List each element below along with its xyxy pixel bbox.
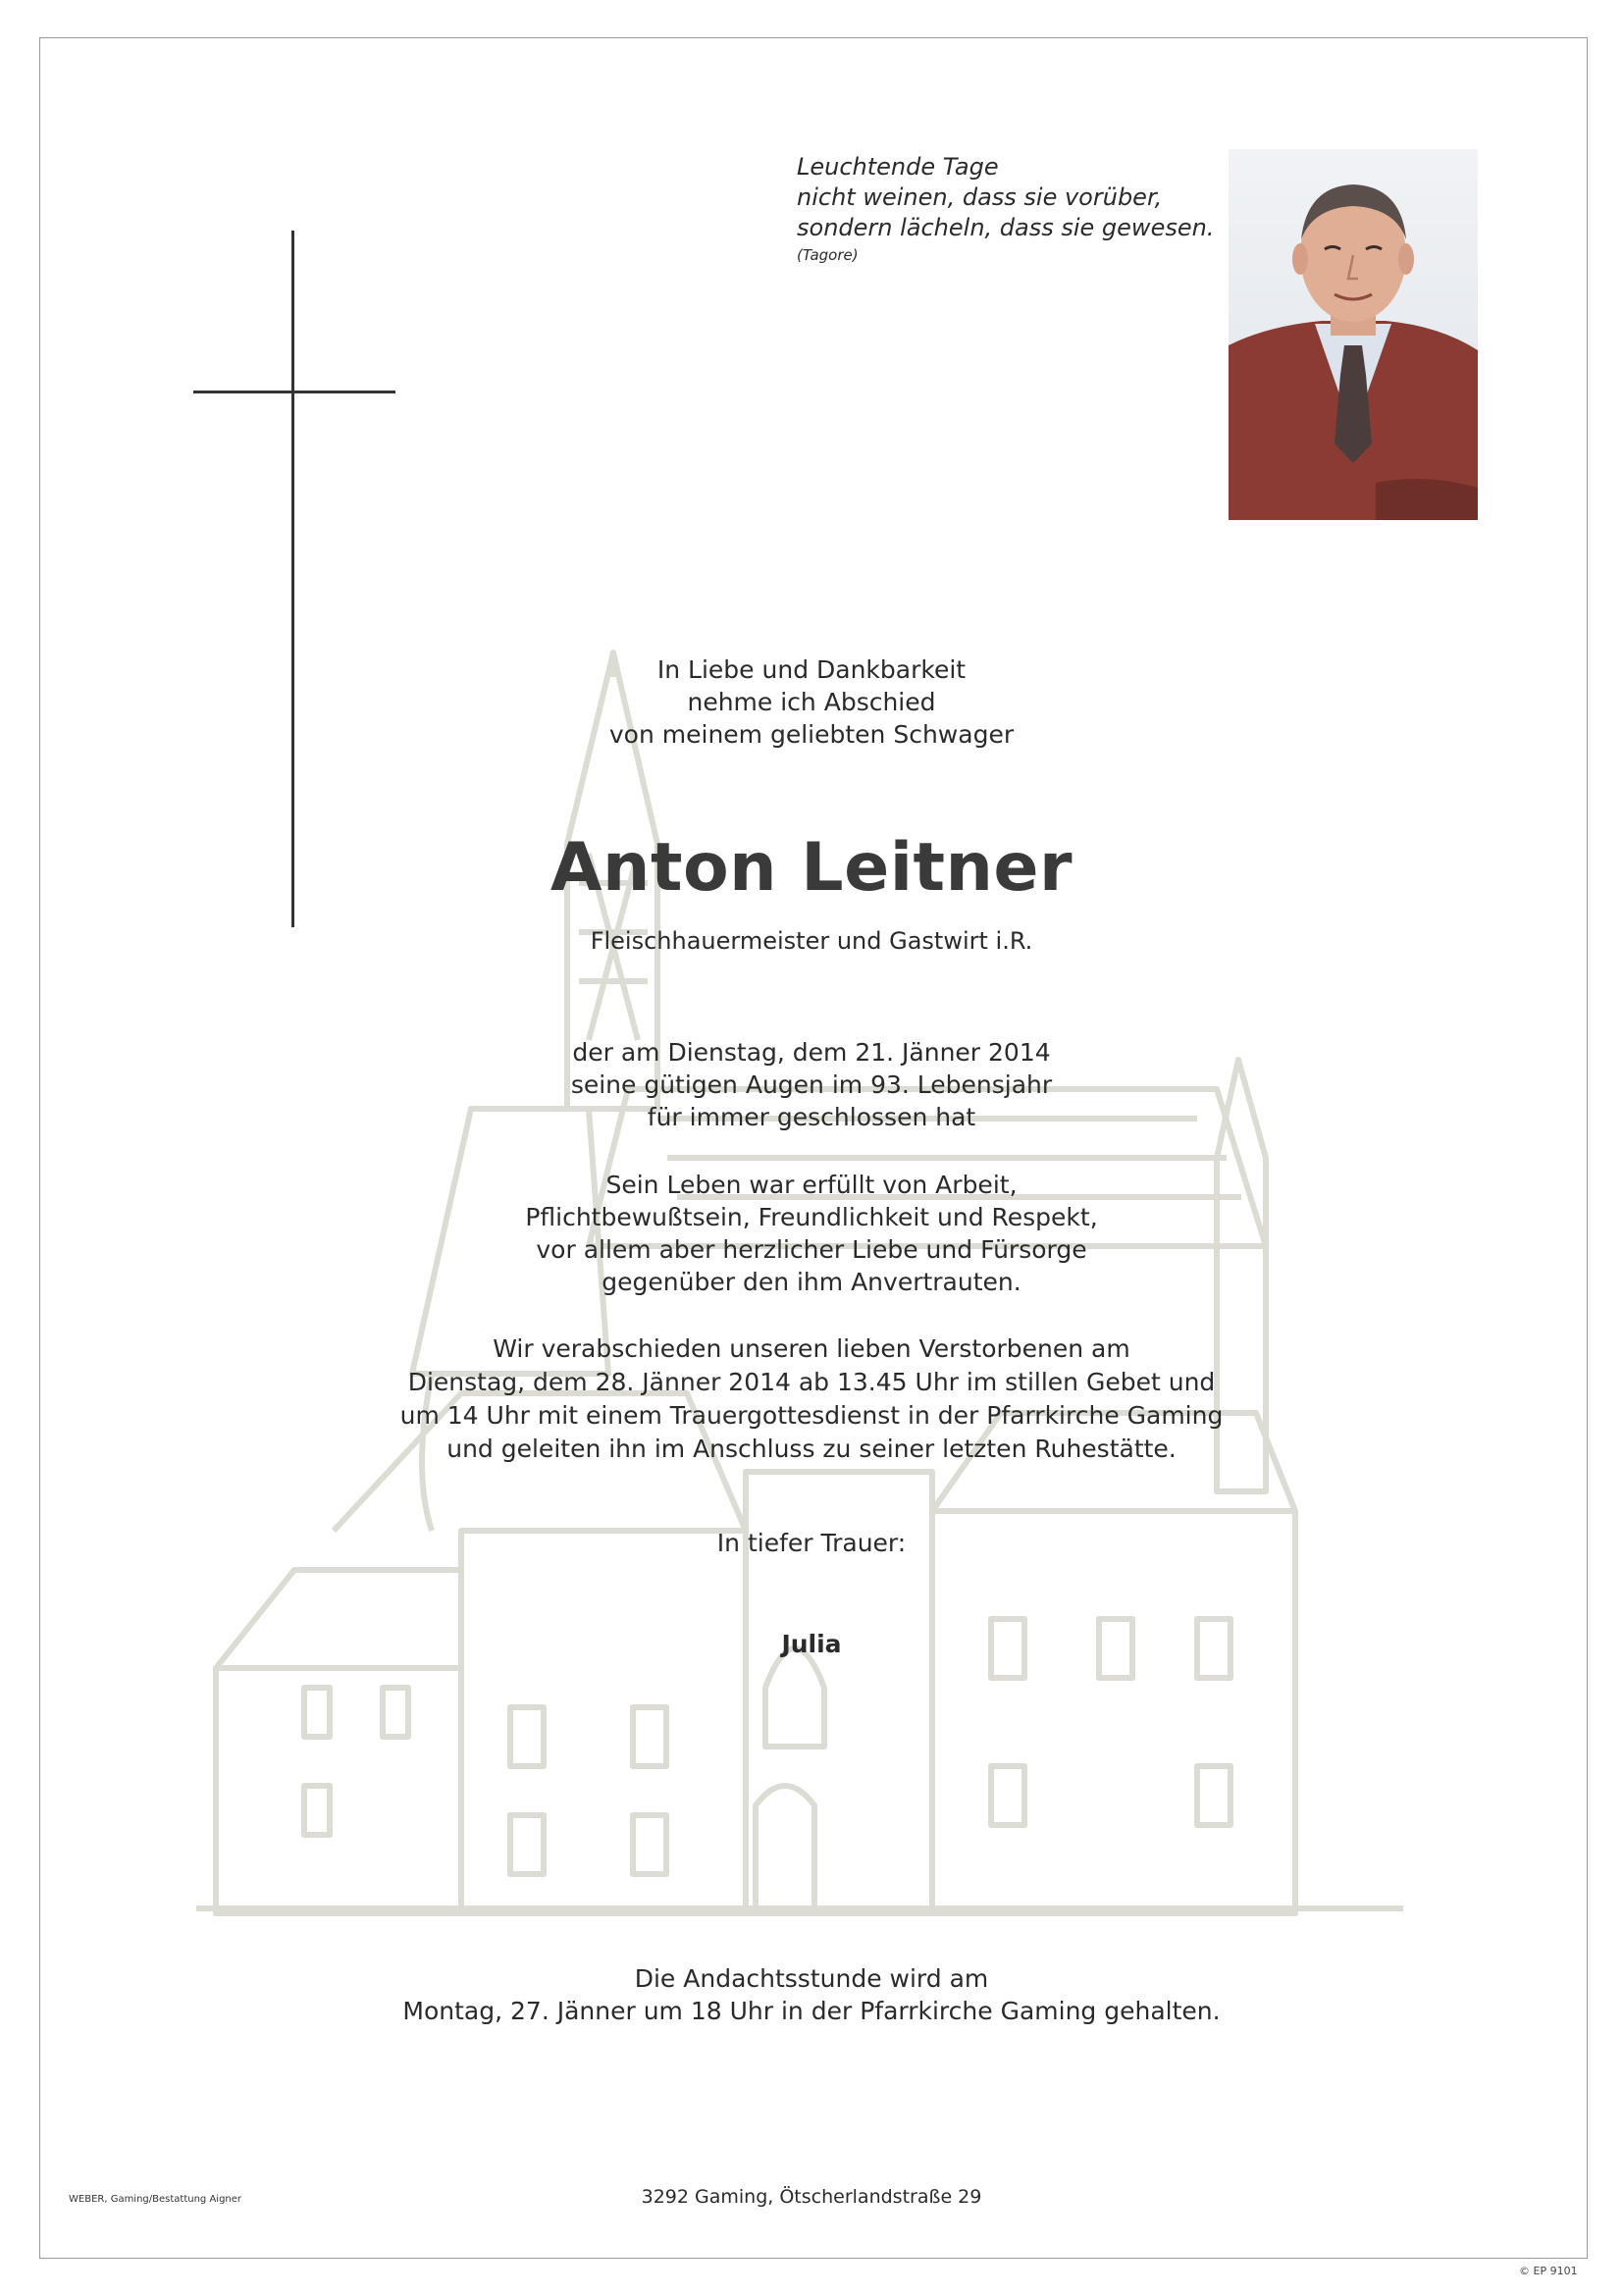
quote-author: (Tagore) [797, 246, 859, 264]
death-line: der am Dienstag, dem 21. Jänner 2014 [572, 1038, 1051, 1067]
family-address: 3292 Gaming, Ötscherlandstraße 29 [641, 2186, 982, 2208]
life-line: Pflichtbewußtsein, Freundlichkeit und Respekt, [525, 1203, 1098, 1231]
death-notice-text [0, 1036, 1623, 1133]
portrait-photo [1229, 149, 1478, 520]
life-line: Sein Leben war erfüllt von Arbeit, [605, 1171, 1018, 1199]
funeral-details-text [0, 1332, 1623, 1466]
intro-line: nehme ich Abschied [687, 688, 936, 716]
quote-line: sondern lächeln, dass sie gewesen. [797, 214, 1215, 241]
undertaker-credit: WEBER, Gaming/Bestattung Aigner [69, 2194, 242, 2205]
cross-horizontal-bar [193, 391, 395, 393]
farewell-line: um 14 Uhr mit einem Trauergottesdienst in der Pfarrkirche Gaming [399, 1401, 1224, 1430]
death-line: für immer geschlossen hat [647, 1103, 976, 1131]
intro-text [0, 653, 1623, 751]
farewell-line: Dienstag, dem 28. Jänner 2014 ab 13.45 Uhr im stillen Gebet und [407, 1368, 1216, 1396]
farewell-line: Wir verabschieden unseren lieben Verstorbenen am [493, 1334, 1130, 1363]
life-line: gegenüber den ihm Anvertrauten. [602, 1268, 1021, 1296]
vigil-line: Montag, 27. Jänner um 18 Uhr in der Pfarrkirche Gaming gehalten. [402, 1997, 1221, 2025]
farewell-line: und geleiten ihn im Anschluss zu seiner letzten Ruhestätte. [446, 1435, 1177, 1463]
death-line: seine gütigen Augen im 93. Lebensjahr [570, 1070, 1053, 1099]
vigil-notice [0, 1962, 1623, 2027]
mourner-name: Julia [781, 1630, 842, 1658]
life-line: vor allem aber herzlicher Liebe und Fürsorge [536, 1235, 1087, 1264]
quote-line: Leuchtende Tage [797, 153, 999, 181]
deceased-name: Anton Leitner [550, 829, 1073, 907]
vigil-line: Die Andachtsstunde wird am [634, 1964, 989, 1993]
portrait-illustration [1229, 149, 1478, 520]
quote-line: nicht weinen, dass sie vorüber, [797, 183, 1163, 211]
cross-vertical-bar [291, 231, 294, 927]
memorial-quote [797, 152, 1214, 265]
intro-line: In Liebe und Dankbarkeit [656, 655, 967, 684]
deceased-profession: Fleischhauermeister und Gastwirt i.R. [590, 927, 1033, 955]
mourning-label: In tiefer Trauer: [716, 1529, 907, 1557]
intro-line: von meinem geliebten Schwager [608, 720, 1015, 749]
print-code: © EP 9101 [1519, 2265, 1578, 2277]
life-description-text [0, 1169, 1623, 1298]
